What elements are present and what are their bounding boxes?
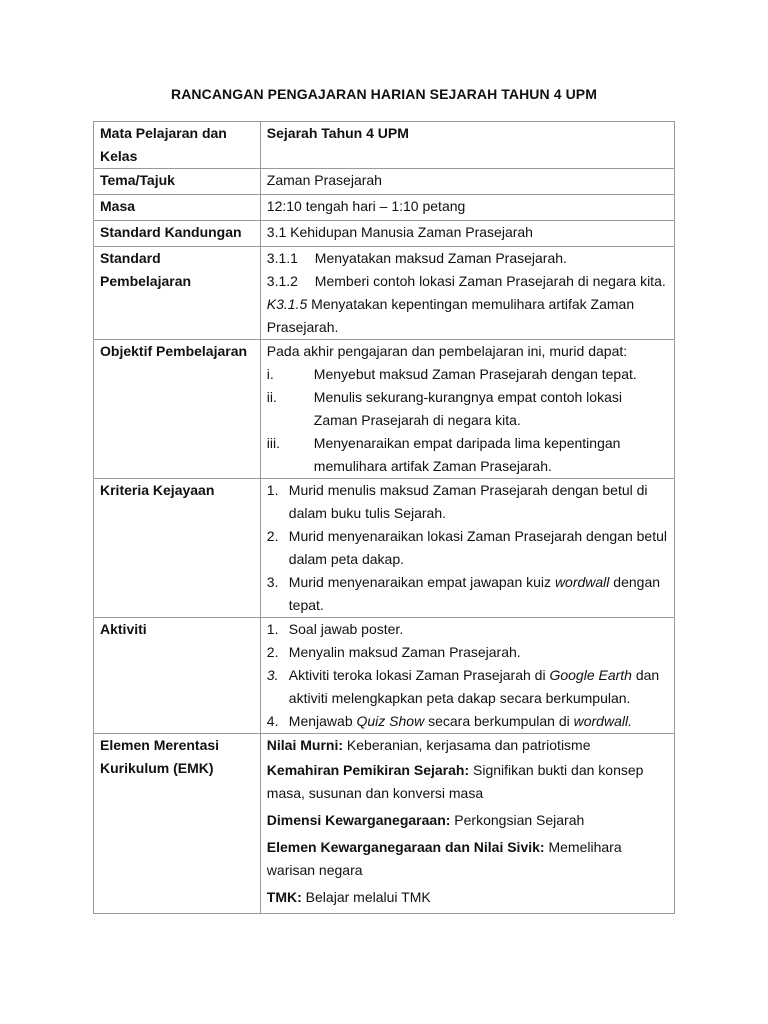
row-label-kriteria: Kriteria Kejayaan bbox=[94, 479, 261, 618]
text-part: secara berkumpulan di bbox=[424, 713, 574, 729]
item-number: 4. bbox=[266, 713, 279, 729]
row-value-emk bbox=[260, 734, 674, 914]
emphasis-text: wordwall. bbox=[573, 713, 632, 729]
row-value-masa: 12:10 tengah hari – 1:10 petang bbox=[260, 195, 674, 221]
list-item bbox=[267, 525, 668, 571]
row-label-standard-pembelajaran: Standard Pembelajaran bbox=[94, 247, 261, 340]
item-number: K3.1.5 bbox=[266, 296, 308, 312]
text-part: Menjawab bbox=[288, 713, 357, 729]
item-key: Dimensi Kewarganegaraan: bbox=[266, 812, 451, 828]
list-item bbox=[267, 363, 668, 386]
text-part: dengan tepat. bbox=[288, 574, 661, 613]
table-row bbox=[94, 169, 675, 195]
item-text: Soal jawab poster. bbox=[288, 621, 404, 637]
item-text: Belajar melalui TMK bbox=[301, 889, 431, 905]
item-number: 1. bbox=[266, 482, 279, 498]
item-number: 3. bbox=[266, 574, 279, 590]
item-text: Murid menyenaraikan lokasi Zaman Prasejarah dengan betul dalam peta dakap. bbox=[288, 528, 668, 567]
item-number: i. bbox=[266, 366, 274, 382]
list-item bbox=[267, 479, 668, 525]
row-value-tema: Zaman Prasejarah bbox=[260, 169, 674, 195]
emphasis-text: Quiz Show bbox=[356, 713, 425, 729]
table-row bbox=[94, 247, 675, 340]
row-value-standard-pembelajaran bbox=[260, 247, 674, 340]
row-value-standard-kandungan: 3.1 Kehidupan Manusia Zaman Prasejarah bbox=[260, 221, 674, 247]
row-value-aktiviti bbox=[260, 618, 674, 734]
item-key: TMK: bbox=[266, 889, 302, 905]
emphasis-text: wordwall bbox=[554, 574, 610, 590]
item-number: 2. bbox=[266, 528, 279, 544]
item-key: Elemen Kewarganegaraan dan Nilai Sivik: bbox=[266, 839, 545, 855]
item-number: 1. bbox=[266, 621, 279, 637]
item-text: Menulis sekurang-kurangnya empat contoh lokasi Zaman Prasejarah di negara kita. bbox=[313, 389, 622, 428]
item-text bbox=[289, 571, 668, 617]
item-number: 3.1.1 bbox=[266, 250, 298, 266]
item-text: Keberanian, kerjasama dan patriotisme bbox=[343, 737, 591, 753]
row-value-kriteria bbox=[260, 479, 674, 618]
list-item bbox=[267, 618, 668, 641]
row-label-emk: Elemen Merentasi Kurikulum (EMK) bbox=[94, 734, 261, 914]
table-row bbox=[94, 479, 675, 618]
row-label-standard-kandungan: Standard Kandungan bbox=[94, 221, 261, 247]
table-row bbox=[94, 221, 675, 247]
item-text: Menyatakan kepentingan memulihara artifak Zaman Prasejarah. bbox=[266, 296, 635, 335]
row-label-aktiviti: Aktiviti bbox=[94, 618, 261, 734]
list-item bbox=[267, 710, 668, 733]
table-row bbox=[94, 195, 675, 221]
list-item bbox=[267, 836, 668, 882]
item-text: Perkongsian Sejarah bbox=[450, 812, 585, 828]
list-item bbox=[267, 386, 668, 432]
list-item bbox=[267, 664, 668, 710]
item-number: iii. bbox=[266, 435, 281, 451]
item-text: Menyebut maksud Zaman Prasejarah dengan tepat. bbox=[313, 366, 637, 382]
item-number: 2. bbox=[266, 644, 279, 660]
item-text: Menyalin maksud Zaman Prasejarah. bbox=[288, 644, 521, 660]
row-label-tema: Tema/Tajuk bbox=[94, 169, 261, 195]
text-part: Aktiviti teroka lokasi Zaman Prasejarah di bbox=[288, 667, 550, 683]
item-key: Nilai Murni: bbox=[266, 737, 344, 753]
item-text: Murid menulis maksud Zaman Prasejarah dengan betul di dalam buku tulis Sejarah. bbox=[288, 482, 648, 521]
list-item bbox=[267, 759, 668, 805]
document-title: RANCANGAN PENGAJARAN HARIAN SEJARAH TAHUN 4 UPM bbox=[170, 86, 598, 102]
list-item bbox=[267, 734, 668, 757]
row-value-mata-pelajaran: Sejarah Tahun 4 UPM bbox=[260, 122, 674, 169]
table-row bbox=[94, 340, 675, 479]
item-text: Memelihara warisan negara bbox=[266, 839, 622, 878]
row-label-masa: Masa bbox=[94, 195, 261, 221]
row-value-objektif bbox=[260, 340, 674, 479]
table-row bbox=[94, 122, 675, 169]
emphasis-text: Google Earth bbox=[549, 667, 632, 683]
item-text: Signifikan bukti dan konsep masa, susunan dan konversi masa bbox=[266, 762, 644, 801]
item-text bbox=[289, 710, 668, 733]
text-part: dan aktiviti melengkapkan peta dakap secara berkumpulan. bbox=[288, 667, 660, 706]
objektif-intro: Pada akhir pengajaran dan pembelajaran ini, murid dapat: bbox=[266, 343, 628, 359]
item-text: Memberi contoh lokasi Zaman Prasejarah di negara kita. bbox=[314, 273, 666, 289]
list-item bbox=[267, 886, 668, 909]
list-item bbox=[267, 571, 668, 617]
item-key: Kemahiran Pemikiran Sejarah: bbox=[266, 762, 470, 778]
item-text bbox=[289, 664, 668, 710]
list-item bbox=[267, 641, 668, 664]
item-number: ii. bbox=[266, 389, 277, 405]
item-number: 3. bbox=[266, 667, 279, 683]
item-number: 3.1.2 bbox=[266, 273, 298, 289]
item-text: Menyatakan maksud Zaman Prasejarah. bbox=[314, 250, 567, 266]
text-part: Murid menyenaraikan empat jawapan kuiz bbox=[288, 574, 555, 590]
table-row bbox=[94, 734, 675, 914]
list-item bbox=[267, 809, 668, 832]
table-row bbox=[94, 618, 675, 734]
list-item bbox=[267, 270, 668, 293]
lesson-plan-table bbox=[93, 121, 675, 914]
list-item bbox=[267, 293, 668, 339]
item-text: Menyenaraikan empat daripada lima kepentingan memulihara artifak Zaman Prasejarah. bbox=[313, 435, 621, 474]
list-item bbox=[267, 247, 668, 270]
list-item bbox=[267, 432, 668, 478]
row-label-mata-pelajaran: Mata Pelajaran dan Kelas bbox=[94, 122, 261, 169]
row-label-objektif: Objektif Pembelajaran bbox=[94, 340, 261, 479]
